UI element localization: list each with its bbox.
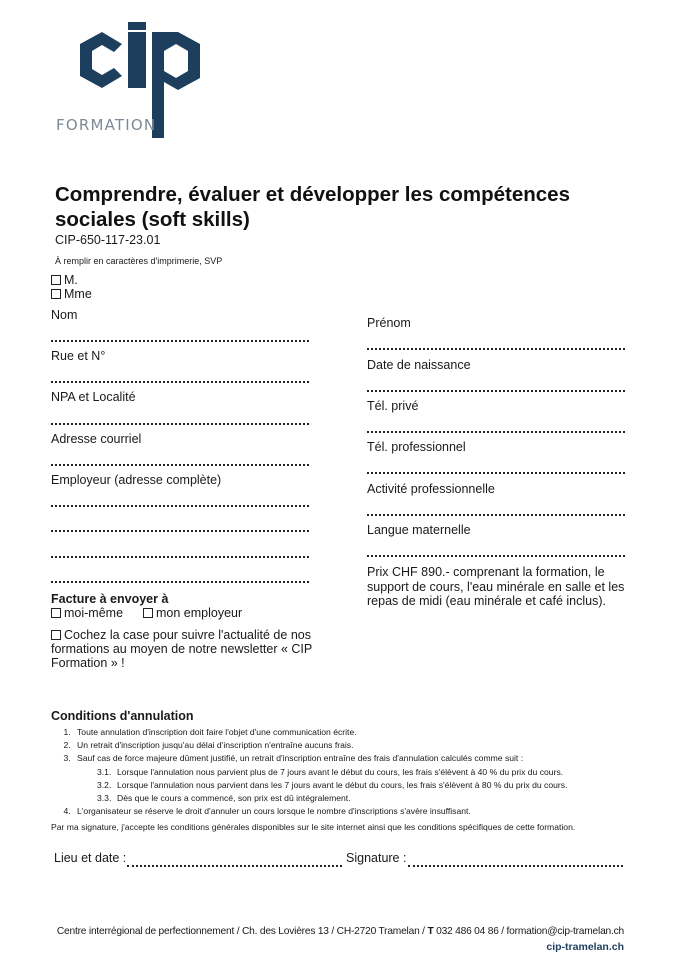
field-line-tel-pro[interactable] [367, 472, 625, 474]
field-label-rue: Rue et N° [51, 349, 106, 363]
field-label-nom: Nom [51, 308, 78, 322]
signature-line[interactable] [408, 865, 623, 867]
field-label-activity: Activité professionnelle [367, 482, 495, 496]
condition-item-text: Sauf cas de force majeure dûment justifié, un retrait d'inscription entraîne des frais d'annulation calculés comme suit : [77, 753, 524, 764]
field-line-employer-2[interactable] [51, 530, 309, 532]
field-line-activity[interactable] [367, 514, 625, 516]
salutation-mrs[interactable] [51, 287, 92, 301]
signature-label: Signature : [346, 851, 407, 865]
course-title: Comprendre, évaluer et développer les compétences sociales (soft skills) [55, 183, 570, 231]
field-label-npa: NPA et Localité [51, 390, 136, 404]
acceptance-text: Par ma signature, j'accepte les conditions générales disponibles sur le site internet ainsi que les conditions spécifiques de cette formation. [51, 822, 576, 832]
condition-subitem-num: 3.3. [97, 793, 112, 804]
checkbox-mr[interactable] [51, 275, 61, 285]
condition-subitem-text: Dès que le cours a commencé, son prix est dû intégralement. [117, 793, 351, 804]
field-label-tel-pro: Tél. professionnel [367, 440, 466, 454]
condition-subitem [97, 766, 673, 779]
invoice-option-self[interactable] [51, 606, 123, 620]
checkbox-mrs[interactable] [51, 289, 61, 299]
field-label-tel-private: Tél. privé [367, 399, 419, 413]
field-line-nom[interactable] [51, 340, 309, 342]
price-info: Prix CHF 890.- comprenant la formation, le support de cours, l'eau minérale en salle et les repas de midi (eau minérale et café inclus). [367, 565, 625, 608]
condition-subitem-text: Lorsque l'annulation nous parvient plus de 7 jours avant le début du cours, les frais s'élèvent à 40 % du prix du cours. [117, 766, 564, 777]
conditions-title: Conditions d'annulation [51, 709, 194, 723]
field-line-employer-3[interactable] [51, 556, 309, 558]
course-code: CIP-650-117-23.01 [55, 233, 161, 247]
field-line-employer-4[interactable] [51, 581, 309, 583]
condition-subitem-text: Lorsque l'annulation nous parvient dans les 7 jours avant le début du cours, les frais s'élèvent à 80 % du prix du cours. [117, 779, 568, 790]
condition-subitem [97, 779, 673, 792]
field-label-birthdate: Date de naissance [367, 358, 471, 372]
invoice-option-employer-label: mon employeur [156, 606, 243, 620]
condition-item: 1. Toute annulation d'inscription doit faire l'objet d'une communication écrite. [73, 726, 673, 739]
footer-address-text: Centre interrégional de perfectionnement / Ch. des Lovières 13 / CH-2720 Tramelan / [56, 926, 425, 937]
field-label-prenom: Prénom [367, 316, 411, 330]
condition-subitem [97, 792, 673, 805]
condition-item: 4. L'organisateur se réserve le droit d'annuler un cours lorsque le nombre d'inscriptions s'avère insuffisant. [73, 805, 673, 818]
checkbox-invoice-employer[interactable] [143, 608, 153, 618]
salutation-mrs-label: Mme [64, 287, 92, 301]
field-label-email: Adresse courriel [51, 432, 142, 446]
footer-website[interactable]: cip-tramelan.ch [546, 941, 624, 953]
field-line-language[interactable] [367, 555, 625, 557]
footer-address [57, 926, 624, 937]
condition-subitem-num: 3.2. [97, 779, 112, 790]
place-date-line[interactable] [127, 865, 342, 867]
newsletter-option[interactable] [51, 628, 321, 670]
salutation-mr-label: M. [64, 273, 78, 287]
invoice-option-self-label: moi-même [64, 606, 124, 620]
place-date-label: Lieu et date : [54, 851, 127, 865]
checkbox-newsletter[interactable] [51, 630, 61, 640]
conditions-list [51, 726, 673, 818]
field-label-employer: Employeur (adresse complète) [51, 473, 222, 487]
checkbox-invoice-self[interactable] [51, 608, 61, 618]
footer-phone-label: T [427, 926, 434, 937]
field-line-npa[interactable] [51, 423, 309, 425]
invoice-option-employer[interactable] [143, 606, 242, 620]
field-line-prenom[interactable] [367, 348, 625, 350]
field-line-tel-private[interactable] [367, 431, 625, 433]
salutation-mr[interactable] [51, 273, 78, 287]
field-line-employer-1[interactable] [51, 505, 309, 507]
cip-formation-logo [52, 22, 237, 140]
condition-sublist [77, 766, 673, 806]
condition-subitem-num: 3.1. [97, 766, 112, 777]
field-line-email[interactable] [51, 464, 309, 466]
invoice-title: Facture à envoyer à [51, 592, 169, 606]
condition-item [73, 752, 673, 805]
newsletter-label: Cochez la case pour suivre l'actualité de nos formations au moyen de notre newsletter « CIP Formation » ! [51, 628, 313, 670]
field-label-language: Langue maternelle [367, 523, 471, 537]
logo-wordmark: FORMATION [56, 116, 157, 134]
fill-hint: À remplir en caractères d'imprimerie, SVP [55, 256, 223, 266]
field-line-rue[interactable] [51, 381, 309, 383]
footer-contact: 032 486 04 86 / formation@cip-tramelan.ch [436, 926, 624, 937]
field-line-birthdate[interactable] [367, 390, 625, 392]
condition-item: 2. Un retrait d'inscription jusqu'au délai d'inscription n'entraîne aucuns frais. [73, 739, 673, 752]
